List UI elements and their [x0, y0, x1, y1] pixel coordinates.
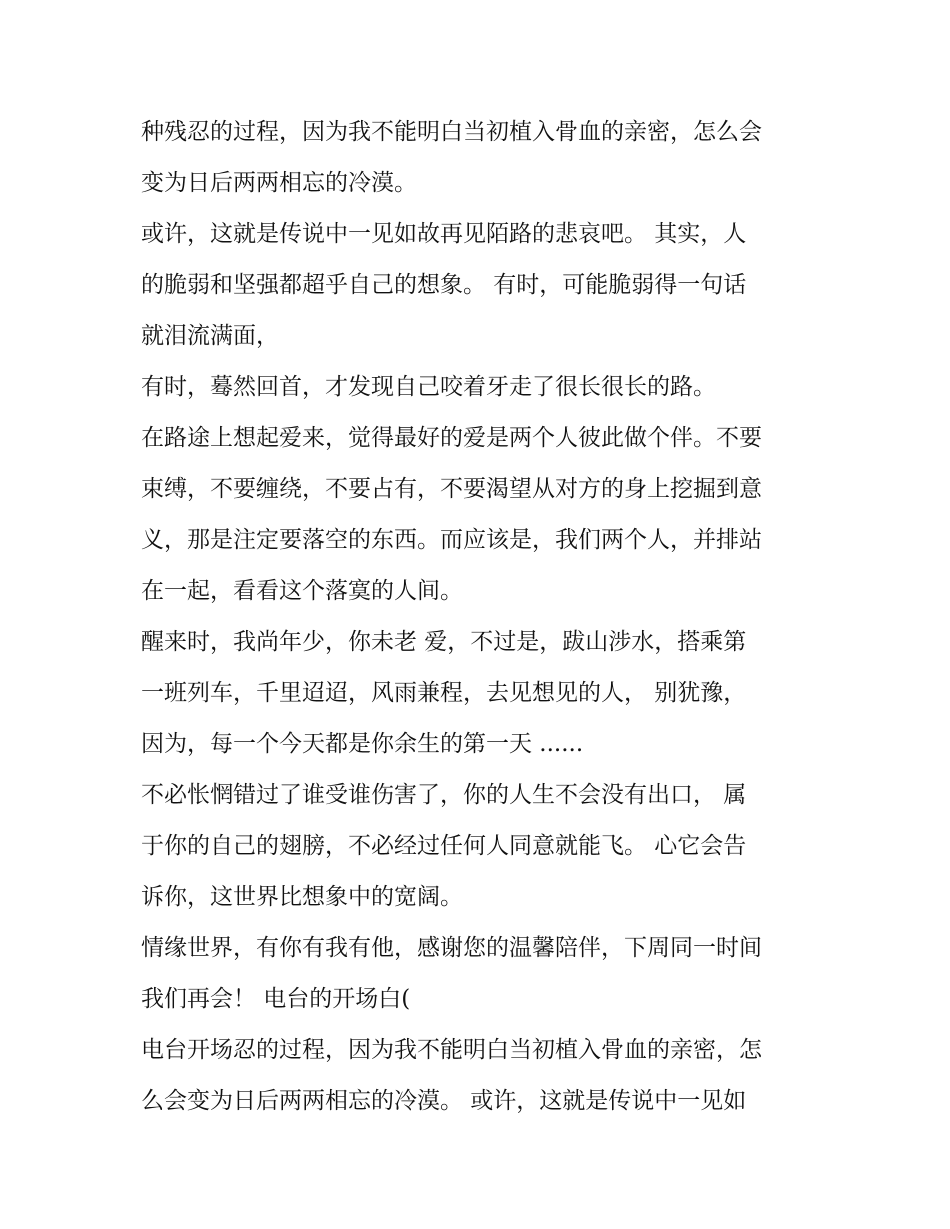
document-body-text: [141, 107, 821, 1127]
text-line: 的脆弱和坚强都超乎自己的想象。 有时，可能脆弱得一句话: [141, 272, 747, 298]
text-line: 因为，每一个今天都是你余生的第一天 ......: [141, 731, 584, 757]
text-line: 于你的自己的翅膀，不必经过任何人同意就能飞。 心它会告: [141, 833, 747, 859]
text-line: 或许，这就是传说中一见如故再见陌路的悲哀吧。 其实，人: [141, 221, 747, 247]
text-line: 电台开场忍的过程，因为我不能明白当初植入骨血的亲密，怎: [141, 1037, 762, 1063]
text-line: 就泪流满面，: [141, 323, 279, 349]
text-line: 我们再会！ 电台的开场白(: [141, 986, 411, 1012]
text-line: 醒来时，我尚年少，你未老 爱，不过是，跋山涉水，搭乘第: [141, 629, 747, 655]
text-line: 不必怅惘错过了谁受谁伤害了，你的人生不会没有出口， 属: [141, 782, 747, 808]
text-line: 束缚，不要缠绕，不要占有，不要渴望从对方的身上挖掘到意: [141, 476, 762, 502]
text-line: 一班列车，千里迢迢，风雨兼程，去见想见的人， 别犹豫，: [141, 680, 747, 706]
text-line: 情缘世界，有你有我有他，感谢您的温馨陪伴，下周同一时间: [141, 935, 762, 961]
text-line: 诉你，这世界比想象中的宽阔。: [141, 884, 463, 910]
text-line: 变为日后两两相忘的冷漠。: [141, 170, 417, 196]
text-line: 在一起，看看这个落寞的人间。: [141, 578, 463, 604]
text-line: 义，那是注定要落空的东西。而应该是，我们两个人，并排站: [141, 527, 762, 553]
text-line: 在路途上想起爱来，觉得最好的爱是两个人彼此做个伴。不要: [141, 425, 762, 451]
text-line: 种残忍的过程，因为我不能明白当初植入骨血的亲密，怎么会: [141, 119, 762, 145]
text-line: 么会变为日后两两相忘的冷漠。 或许，这就是传说中一见如: [141, 1088, 747, 1114]
text-line: 有时，蓦然回首，才发现自己咬着牙走了很长很长的路。: [141, 374, 716, 400]
